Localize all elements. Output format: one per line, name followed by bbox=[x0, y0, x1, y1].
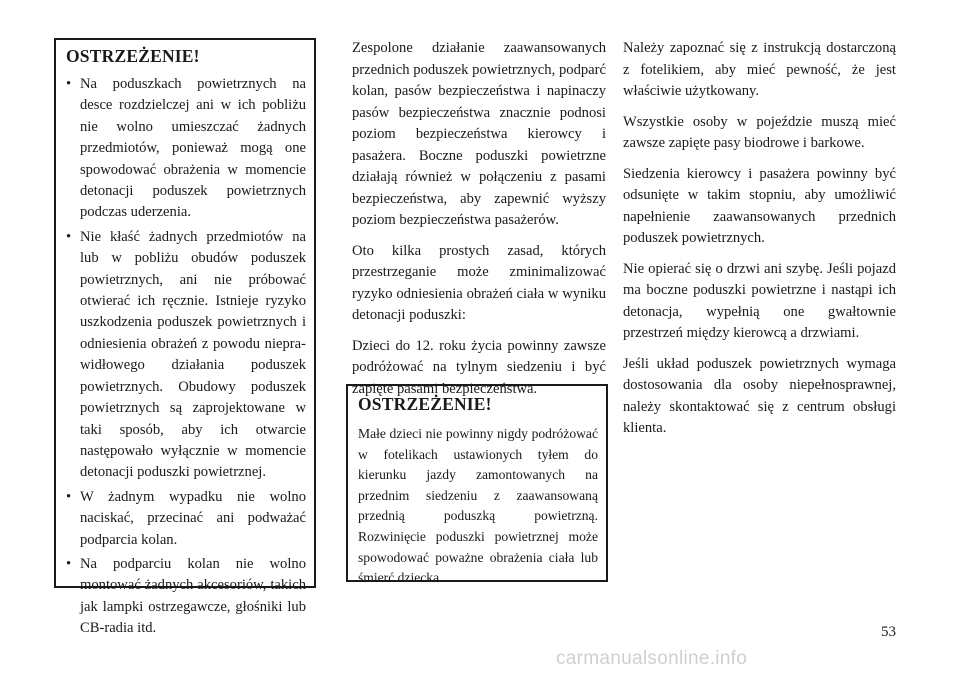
body-paragraph: Należy zapoznać się z instrukcją dostarczoną z fotelikiem, aby mieć pewność, że jest właściwie użytkowany. bbox=[623, 40, 896, 99]
body-paragraph: Oto kilka prostych zasad, których przestrzeganie może zminimalizować ryzyko odniesienia obrażeń ciała w wyniku detonacji poduszki: bbox=[352, 242, 606, 323]
body-paragraph: Nie opierać się o drzwi ani szybę. Jeśli pojazd ma boczne poduszki powietrzne i nastąpi ich detonacja, wypełnią one gwałtownie przestrzeń między kierowcą a drzwiami. bbox=[623, 260, 896, 341]
bullet-text: Na podparciu kolan nie wolno montować żadnych akcesoriów, takich jak lampki ostrzegawcze, głośniki lub CB-radia itd. bbox=[80, 555, 306, 637]
body-paragraph: Zespolone działanie zaawansowanych przednich poduszek powietrznych, podparć kolan, pasów bezpieczeństwa i napinaczy pasów bezpieczeństwa znacznie podnosi poziom bezpieczeństwa kierowcy i pasażera. Boczne poduszki powietrzne działają również w połączeniu z pasami bezpieczeństwa, aby zapewnić wyższy poziom bezpieczeństwa pasażerów. bbox=[352, 40, 606, 228]
right-column bbox=[623, 38, 896, 449]
body-paragraph: Wszystkie osoby w pojeździe muszą mieć zawsze zapięte pasy biodrowe i barkowe. bbox=[623, 113, 896, 151]
bullet-text: Nie kłaść żadnych przedmiotów na lub w pobliżu obudów poduszek powietrznych, ani nie próbować otwierać ich ręcznie. Istnieje ryzyko uszkodzenia poduszek powietrznych i odniesienia obrażeń z powodu nieprawidłowego działania poduszek powietrznych. Obudowy poduszek powietrznych są zaprojektowane w taki sposób, aby ich otwarcie następowało wyłącznie w momencie detonacji poduszki powietrznej. bbox=[80, 228, 306, 481]
warning-bullet-item bbox=[66, 487, 306, 551]
warning-title: OSTRZEŻENIE! bbox=[358, 394, 492, 414]
warning-bullet-item bbox=[66, 227, 306, 484]
warning-bullet-list bbox=[66, 74, 306, 643]
bullet-icon: • bbox=[66, 555, 72, 572]
bullet-text: W żadnym wypadku nie wolno naciskać, przecinać ani podważać podparcia kolan. bbox=[80, 488, 306, 548]
warning-bullet-item bbox=[66, 74, 306, 224]
bullet-icon: • bbox=[66, 76, 72, 92]
bullet-text: Na poduszkach powietrznych na desce rozdzielczej ani w ich pobliżu nie wolno umieszczać żadnych przedmiotów, ponieważ mogą one spowodować obrażenia w momencie detonacji poduszek powietrznych podczas uderzenia. bbox=[80, 76, 306, 221]
bullet-icon: • bbox=[66, 488, 72, 505]
warning-box-left bbox=[54, 38, 316, 637]
body-paragraph: Dzieci do 12. roku życia powinny zawsze podróżować na tylnym siedzeniu i być zapięte pasami bezpieczeństwa. bbox=[352, 337, 606, 397]
warning-body: Małe dzieci nie powinny nigdy podróżować w fotelikach ustawionych tyłem do kierunku jazdy zamontowanych na przednim siedzeniu z zaawansowaną przednią poduszką powietrzną. Rozwinięcie poduszki powietrznej może spowodować poważne obrażenia ciała lub śmierć dziecka. bbox=[358, 426, 598, 586]
middle-column bbox=[352, 38, 606, 409]
warning-box-middle bbox=[346, 384, 608, 586]
warning-title: OSTRZEŻENIE! bbox=[66, 46, 200, 66]
body-paragraph: Jeśli układ poduszek powietrznych wymaga dostosowania dla osoby niepełnosprawnej, należy skontaktować się z centrum obsługi klienta. bbox=[623, 355, 896, 436]
body-paragraph: Siedzenia kierowcy i pasażera powinny być odsunięte w takim stopniu, aby umożliwić napełnienie zaawansowanych przednich poduszek powietrznych. bbox=[623, 165, 896, 246]
watermark: carmanualsonline.info bbox=[556, 648, 748, 669]
warning-bullet-item bbox=[66, 554, 306, 640]
bullet-icon: • bbox=[66, 228, 72, 245]
page-number: 53 bbox=[881, 624, 896, 640]
